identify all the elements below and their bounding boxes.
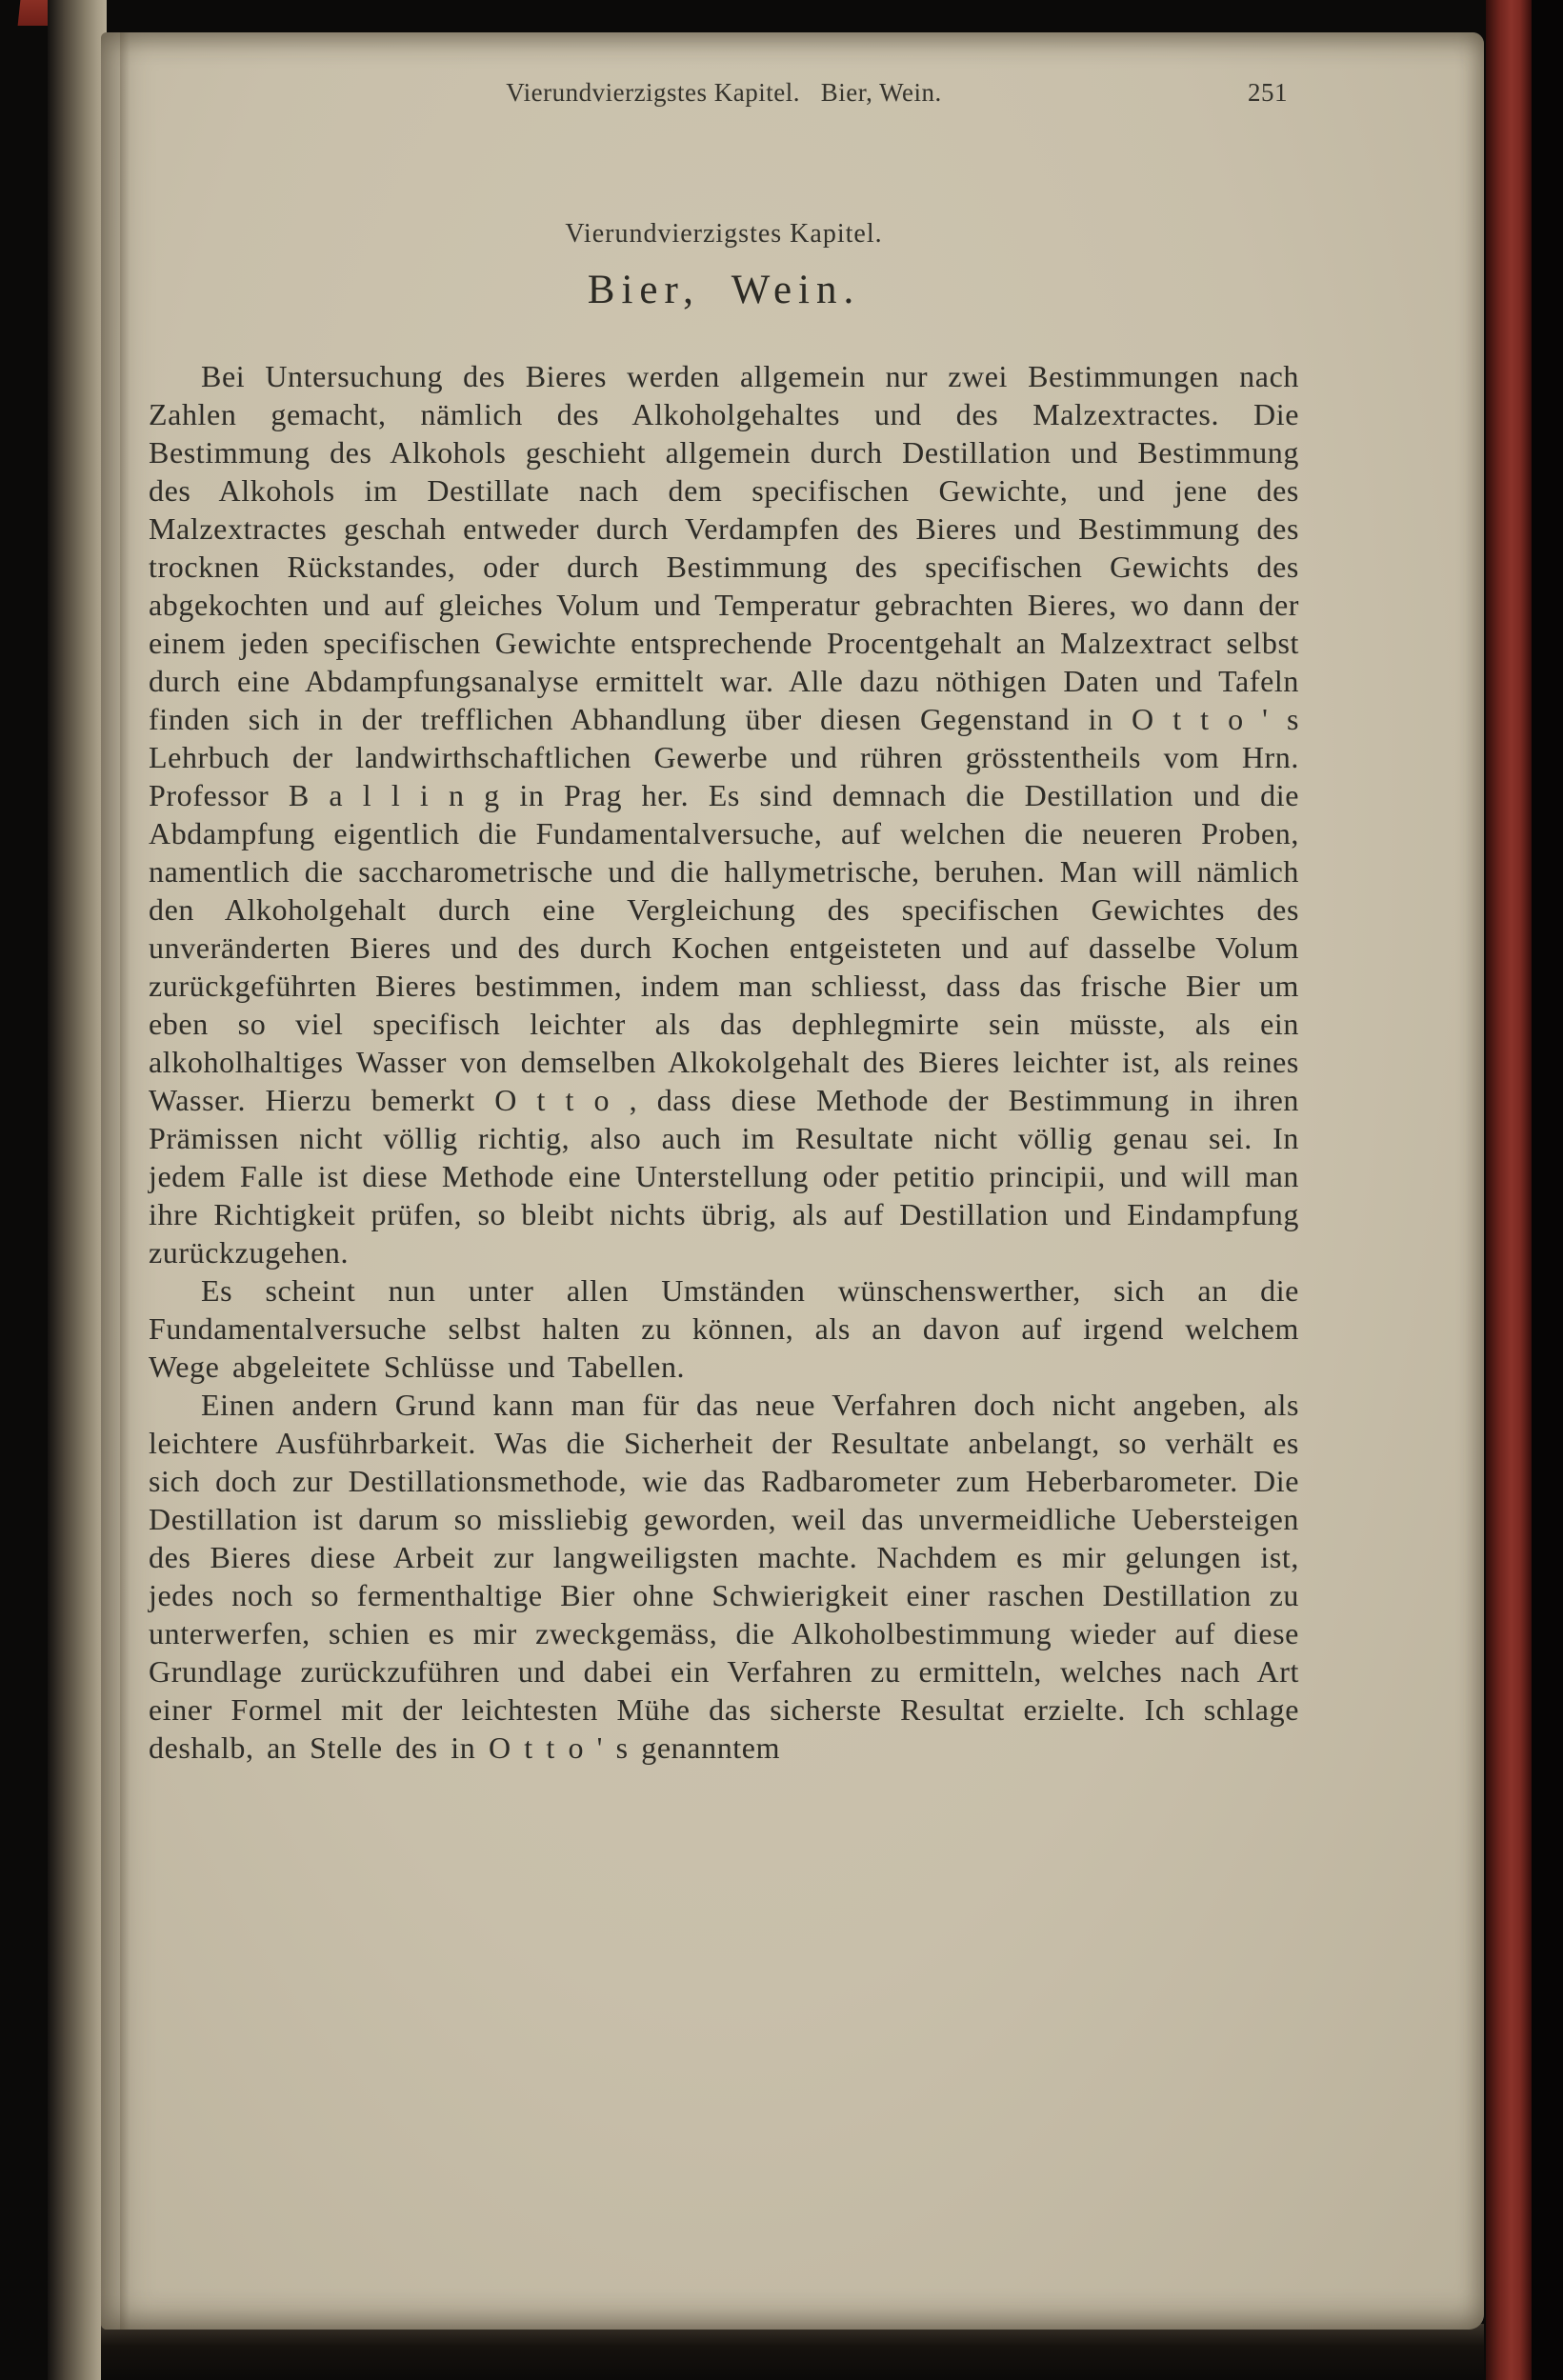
chapter-heading: Vierundvierzigstes Kapitel. <box>565 219 883 249</box>
page-bottom-shadow <box>101 2324 1484 2380</box>
body-text <box>149 357 1299 1767</box>
page-number: 251 <box>1248 78 1288 107</box>
paragraph-2: Es scheint nun unter allen Umständen wünschenswerther, sich an die Fundamentalversuche selbst halten zu können, als an davon auf irgend welchem Wege abgeleitete Schlüsse und Tabellen. <box>149 1273 1299 1384</box>
book-page <box>101 32 1484 2330</box>
red-cover-strip <box>1486 0 1532 2380</box>
chapter-title: Bier, Wein. <box>587 268 861 312</box>
running-header-title: Vierundvierzigstes Kapitel. Bier, Wein. <box>506 78 942 107</box>
text-block <box>149 32 1299 1767</box>
background-right <box>1532 0 1563 2380</box>
running-header <box>149 78 1299 110</box>
page-crease <box>120 32 130 2330</box>
paragraph-1: Bei Untersuchung des Bieres werden allgemein nur zwei Bestimmungen nach Zahlen gemacht, nämlich des Alkoholgehaltes und des Malzextractes. Die Bestimmung des Alkohols geschieht allgemein durch Destillation und Bestimmung des Alkohols im Destillate nach dem specifischen Gewichte, und jene des Malzextractes geschah entweder durch Verdampfen des Bieres und Bestimmung des trocknen Rückstandes, oder durch Bestimmung des specifischen Gewichts des abgekochten und auf gleiches Volum und Temperatur gebrachten Bieres, wo dann der einem jeden specifischen Gewichte entsprechende Procentgehalt an Malzextract selbst durch eine Abdampfungsanalyse ermittelt war. Alle dazu nöthigen Daten und Tafeln finden sich in der trefflichen Abhandlung über diesen Gegenstand in O t t o ' s Lehrbuch der landwirthschaftlichen Gewerbe und rühren grösstentheils vom Hrn. Professor B a l l i n g in Prag her. Es sind demnach die Destillation und die Abdampfung eigentlich die Fundamentalversuche, auf welchen die neueren Proben, namentlich die saccharometrische und die hallymetrische, beruhen. Man will nämlich den Alkoholgehalt durch eine Vergleichung des specifischen Gewichtes des unveränderten Bieres und des durch Kochen entgeisteten und auf dasselbe Volum zurückgeführten Bieres bestimmen, indem man schliesst, dass das frische Bier um eben so viel specifisch leichter als das dephlegmirte sein müsste, als ein alkoholhaltiges Wasser von demselben Alkokolgehalt des Bieres leichter ist, als reines Wasser. Hierzu bemerkt O t t o , dass diese Methode der Bestimmung in ihren Prämissen nicht völlig richtig, also auch im Resultate nicht völlig genau sei. In jedem Falle ist diese Methode eine Unterstellung oder petitio principii, und will man ihre Richtigkeit prüfen, so bleibt nichts übrig, als auf Destillation und Eindampfung zurückzugehen. <box>149 359 1299 1270</box>
paragraph-3: Einen andern Grund kann man für das neue Verfahren doch nicht angeben, als leichtere Ausführbarkeit. Was die Sicherheit der Resultate anbelangt, so verhält es sich doch zur Destillationsmethode, wie das Radbarometer zum Heberbarometer. Die Destillation ist darum so missliebig geworden, weil das unvermeidliche Uebersteigen des Bieres diese Arbeit zur langweiligsten machte. Nachdem es mir gelungen ist, jedes noch so fermenthaltige Bier ohne Schwierigkeit einer raschen Destillation zu unterwerfen, schien es mir zweckgemäss, die Alkoholbestimmung wieder auf diese Grundlage zurückzuführen und dabei ein Verfahren zu ermitteln, welches nach Art einer Formel mit der leichtesten Mühe das sicherste Resultat erzielte. Ich schlage deshalb, an Stelle des in O t t o ' s genanntem <box>149 1388 1299 1765</box>
book-binding-edge <box>48 0 107 2380</box>
